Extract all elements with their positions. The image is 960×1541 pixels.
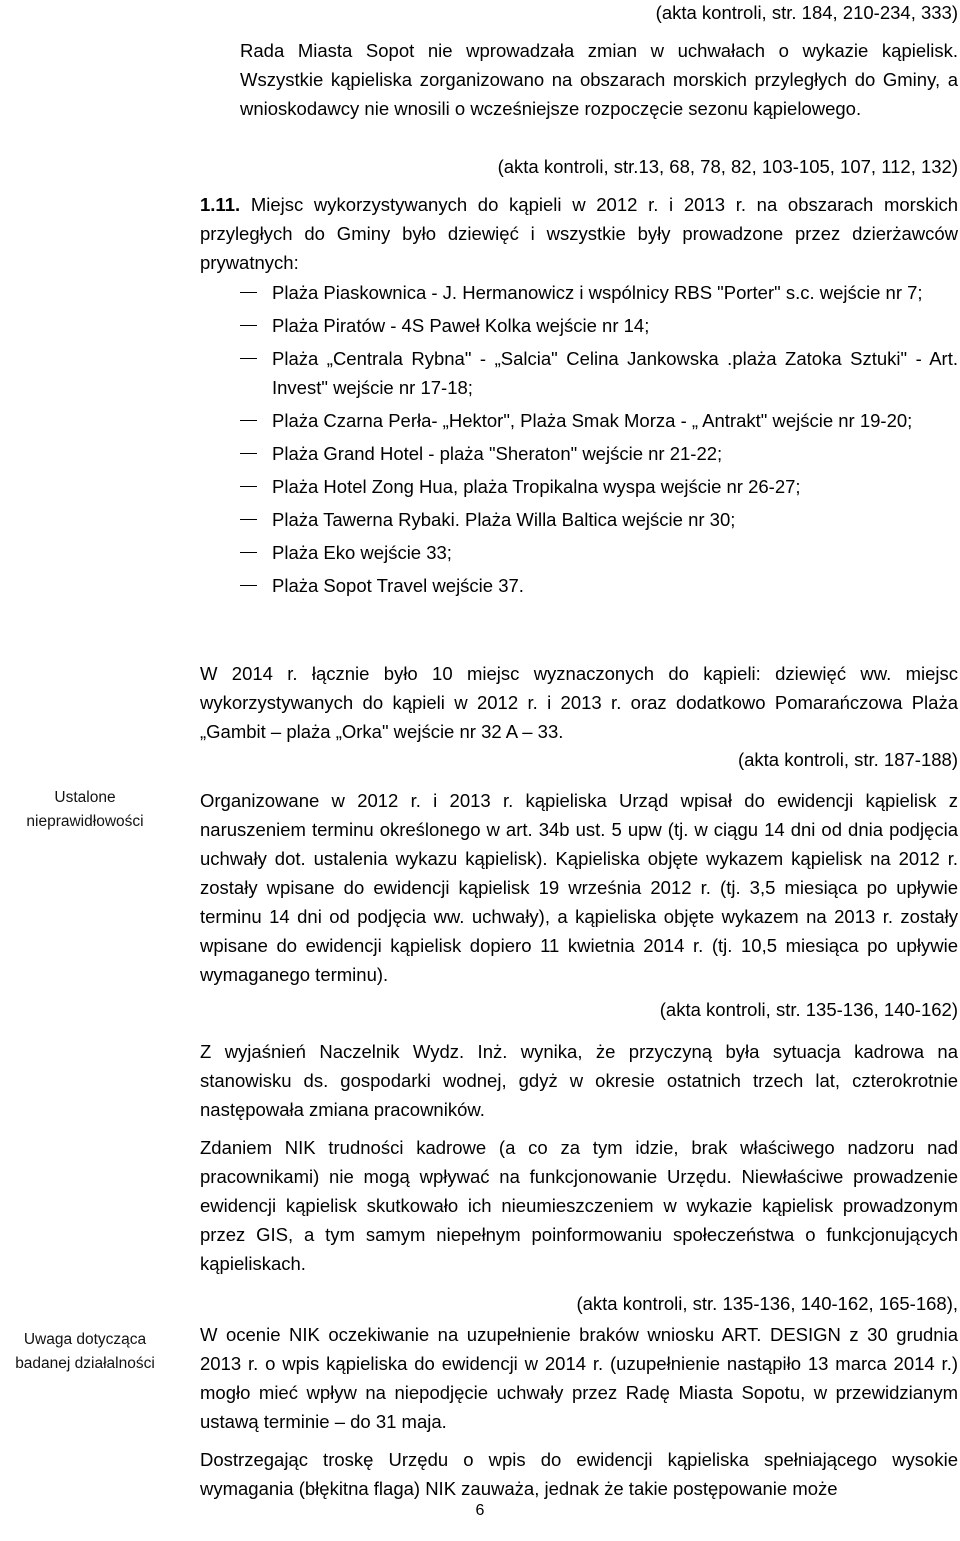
dash-bullet xyxy=(240,325,257,326)
section-title: Miejsc wykorzystywanych do kąpieli w 2012 r. i 2013 r. xyxy=(250,194,746,215)
paragraph-organized: Organizowane w 2012 r. i 2013 r. kąpieliska Urząd wpisał do ewidencji kąpielisk z naruszeniem terminu określonego w art. 34b ust. 5 upw (tj. w ciągu 14 dni od dnia podjęcia uchwały dot. ustalenia wykazu kąpielisk). Kąpieliska objęte wykazem kąpielisk na 2012 r. zostały wpisane do ewidencji kąpielisk 19 września 2012 r. (tj. 3,5 miesiąca po upływie terminu 14 dni od podjęcia ww. uchwały), a kąpieliska objęte wykazem na 2013 r. zostały wpisane do ewidencji kąpielisk dopiero 11 kwietnia 2014 r. (tj. 10,5 miesiąca po upływie wymaganego terminu). xyxy=(200,790,958,985)
paragraph-ocena: W ocenie NIK oczekiwanie na uzupełnienie braków wniosku ART. DESIGN z 30 grudnia 2013 r. o wpis kąpieliska do ewidencji w 2014 r. (uzupełnienie nastąpiło 13 marca 2014 r.) mogło mieć wpływ na niepodjęcie uchwały przez Radę Miasta Sopotu, w przewidzianym ustawą terminie – do 31 maja. xyxy=(200,1324,958,1432)
dash-bullet xyxy=(240,453,257,454)
dash-bullet xyxy=(240,519,257,520)
paragraph-rada: Rada Miasta Sopot nie wprowadzała zmian w uchwałach o wykazie kąpielisk. Wszystkie kąpieliska zorganizowano na obszarach morskich przyległych do Gminy, a wnioskodawcy nie wnosili o wcześniejsze rozpoczęcie sezonu kąpielowego. xyxy=(240,40,958,119)
list-item: Plaża „Centrala Rybna" - „Salcia" Celina Jankowska .plaża Zatoka Sztuki" - Art. Invest" wejście nr 17-18; xyxy=(240,344,958,402)
reference-top: (akta kontroli, str. 184, 210-234, 333) xyxy=(655,2,958,23)
dash-bullet xyxy=(240,292,257,293)
side-label-irregularities: Ustalone nieprawidłowości xyxy=(26,789,144,830)
list-item: Plaża Hotel Zong Hua, plaża Tropikalna wyspa wejście nr 26-27; xyxy=(240,472,958,501)
list-item: Plaża Grand Hotel - plaża "Sheraton" wejście nr 21-22; xyxy=(240,439,958,468)
paragraph-naczelnik: Z wyjaśnień Naczelnik Wydz. Inż. wynika, że przyczyną była sytuacja kadrowa na stanowisku ds. gospodarki wodnej, gdyż w okresie ostatnich trzech lat, czterokrotnie następowała zmiana pracowników. xyxy=(200,1041,958,1120)
paragraph-nik: Zdaniem NIK trudności kadrowe (a co za tym idzie, brak właściwego nadzoru nad pracownikami) nie mogą wpływać na funkcjonowanie Urzędu. Niewłaściwe prowadzenie ewidencji kąpielisk skutkowało ich nieumieszczeniem w wykazie kąpielisk prowadzonym przez GIS, a tym samym niepełnym poinformowaniu społeczeństwa o funkcjonujących kąpieliskach. xyxy=(200,1137,958,1274)
section-number: 1.11. xyxy=(200,194,241,215)
dash-bullet xyxy=(240,585,257,586)
side-label-remark: Uwaga dotycząca badanej działalności xyxy=(15,1331,155,1372)
paragraph-last: Dostrzegając troskę Urzędu o wpis do ewidencji kąpieliska spełniającego wysokie wymagania (błękitna flaga) NIK zauważa, jednak że takie postępowanie może xyxy=(200,1449,958,1499)
dash-bullet xyxy=(240,358,257,359)
section-heading xyxy=(200,190,958,277)
beach-list xyxy=(240,278,958,604)
list-item: Plaża Sopot Travel wejście 37. xyxy=(240,571,958,600)
reference-organized: (akta kontroli, str. 135-136, 140-162) xyxy=(659,999,958,1020)
list-item: Plaża Tawerna Rybaki. Plaża Willa Baltica wejście nr 30; xyxy=(240,505,958,534)
section-intro: na obszarach morskich przyległych do Gminy było dziewięć i wszystkie były prowadzone przez dzierżawców prywatnych: xyxy=(200,194,958,273)
list-item: Plaża Piratów - 4S Paweł Kolka wejście nr 14; xyxy=(240,311,958,340)
list-item: Plaża Eko wejście 33; xyxy=(240,538,958,567)
dash-bullet xyxy=(240,420,257,421)
paragraph-2014: W 2014 r. łącznie było 10 miejsc wyznaczonych do kąpieli: dziewięć ww. miejsc wykorzystywanych do kąpieli w 2012 r. i 2013 r. oraz dodatkowo Pomarańczowa Plaża „Gambit – plaża „Orka" wejście nr 32 A – 33. xyxy=(200,663,958,742)
reference-2014: (akta kontroli, str. 187-188) xyxy=(737,749,958,770)
dash-bullet xyxy=(240,552,257,553)
reference-nik: (akta kontroli, str. 135-136, 140-162, 165-168), xyxy=(576,1293,958,1314)
reference-rada: (akta kontroli, str.13, 68, 78, 82, 103-105, 107, 112, 132) xyxy=(497,156,958,177)
dash-bullet xyxy=(240,486,257,487)
page-number: 6 xyxy=(475,1502,485,1519)
list-item: Plaża Piaskownica - J. Hermanowicz i wspólnicy RBS "Porter" s.c. wejście nr 7; xyxy=(240,278,958,307)
list-item: Plaża Czarna Perła- „Hektor", Plaża Smak Morza - „ Antrakt" wejście nr 19-20; xyxy=(240,406,958,435)
